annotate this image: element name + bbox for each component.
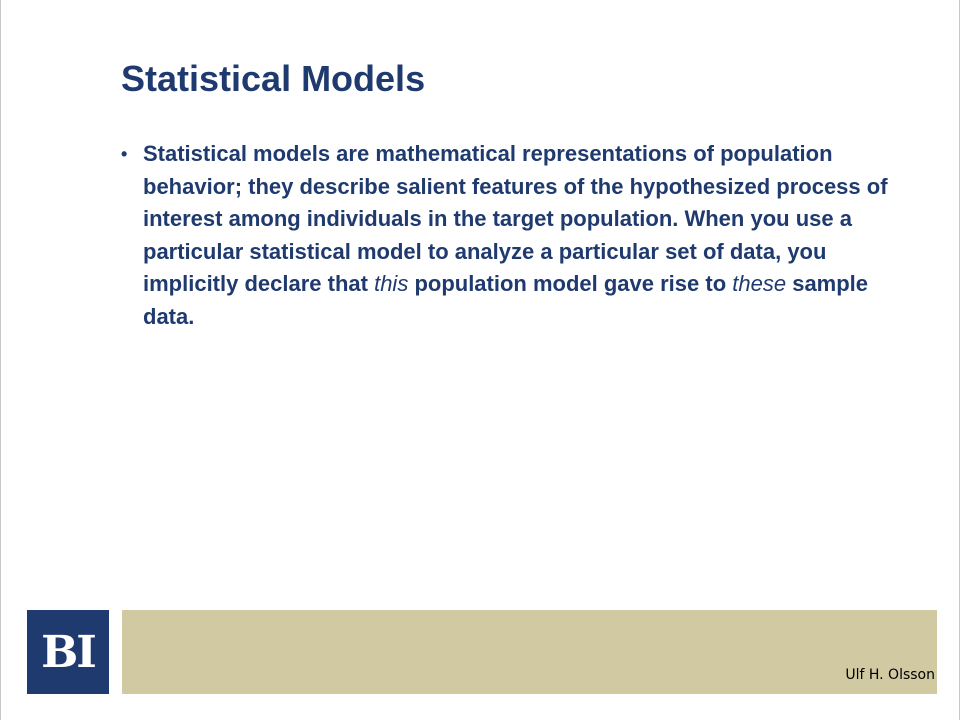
footer-band <box>122 610 937 694</box>
bullet-list <box>121 138 911 333</box>
bi-logo <box>27 610 109 694</box>
author-name: Ulf H. Olsson <box>845 667 935 683</box>
bullet-text-part1: Statistical models are mathematical representations of population behavior; they describe salient features of the hypothesized process of interest among individuals in the target population. When you use a particular statistical model to analyze a particular set of data, you implicitly declare that <box>143 141 888 296</box>
bullet-icon: • <box>121 144 128 164</box>
bullet-emphasis-this: this <box>374 271 409 296</box>
bullet-text-part3: sample data. <box>143 271 869 329</box>
bullet-emphasis-these: these <box>732 271 787 296</box>
bullet-item <box>121 138 911 333</box>
bullet-text-part2: population model gave rise to <box>408 271 733 296</box>
slide-title: Statistical Models <box>121 58 426 99</box>
bi-logo-text: BI <box>41 626 95 678</box>
